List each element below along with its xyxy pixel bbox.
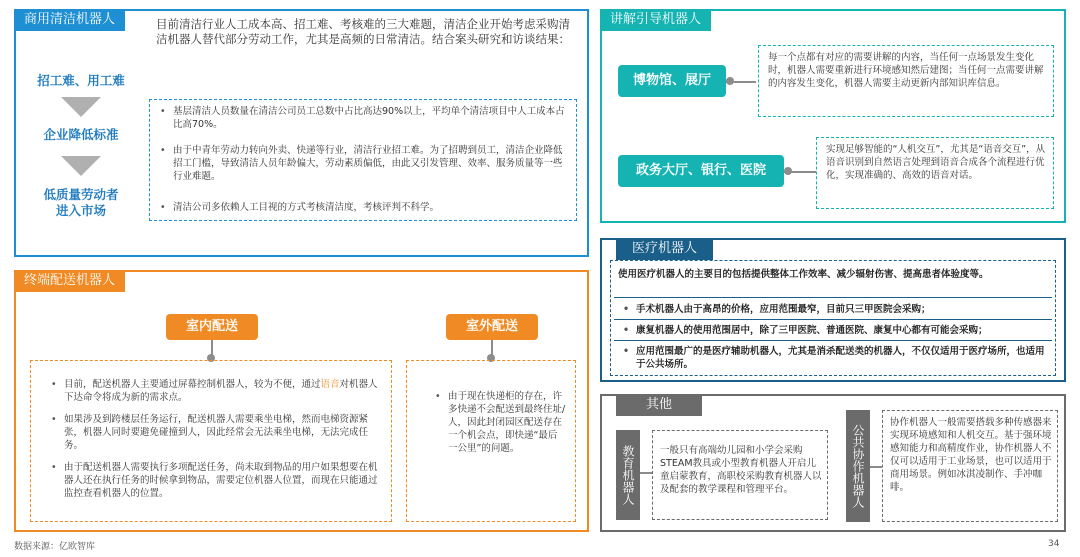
indoor-bullet: • 由于配送机器人需要执行多项配送任务，尚未取到物品的用户如果想要在机器人还在执行任务的时候拿到物品，需要定位机器人位置，而现在只能通过监控查看机器人的位置。 (64, 461, 382, 500)
connector-line (640, 472, 652, 474)
divider (614, 297, 1052, 298)
cobot-label: 公共协作机器人 (846, 410, 870, 522)
other-title: 其他 (616, 394, 702, 416)
guide-robot-title: 讲解引导机器人 (600, 9, 711, 31)
outdoor-delivery-label: 室外配送 (446, 314, 538, 340)
cleaning-bullet: • 基层清洁人员数量在清洁公司员工总数中占比高达90%以上，平均单个清洁项目中人工成本占比高70%。 (173, 105, 567, 131)
cleaning-intro: 目前清洁行业人工成本高、招工难、考核难的三大难题，清洁企业开始考虑采购清洁机器人替代部分劳动工作，尤其是高频的日常清洁。结合案头研究和访谈结果： (156, 17, 570, 46)
guide-text-1: 每一个点都有对应的需要讲解的内容，当任何一点场景发生变化时，机器人需要重新进行环境感知然后建图；当任何一点需要讲解的内容发生变化，机器人需要主动更新内部知识库信息。 (768, 52, 1044, 89)
indoor-bullet: • 如果涉及到跨楼层任务运行，配送机器人需要乘坐电梯，然而电梯资源紧张，机器人同时要避免碰撞到人，因此经常会无法乘坐电梯，无法完成任务。 (64, 413, 382, 452)
arrow-down-icon (61, 156, 101, 176)
delivery-robot-panel (14, 270, 589, 532)
medical-bullet: • 手术机器人由于高昂的价格，应用范围最窄，目前只三甲医院会采购； (636, 303, 1050, 316)
page-number: 34 (1048, 539, 1060, 549)
medical-robot-panel (600, 238, 1066, 382)
flow-step-3: 低质量劳动者进入市场 (43, 187, 119, 218)
guide-scene-museum: 博物馆、展厅 (618, 65, 726, 97)
cleaning-robot-title: 商用清洁机器人 (14, 9, 125, 31)
flow-step-1: 招工难、用工难 (37, 73, 125, 88)
education-text: 一般只有高端幼儿园和小学会采购STEAM教具或小型教育机器人开启儿童启蒙教育，高职校采购教育机器人以及配套的教学课程和管理平台。 (660, 445, 822, 495)
indoor-bullet: • 目前，配送机器人主要通过屏幕控制机器人，较为不便，通过语音对机器人下达命令将成为新的需求点。 (64, 378, 382, 404)
cobot-text: 协作机器人一般需要搭载多种传感器来实现环境感知和人机交互。基于强环境感知能力和高精度作业，协作机器人不仅可以适用于工业场景，也可以适用于商用场景。例如冰淇凌制作、手冲咖啡。 (890, 417, 1052, 493)
connector-dot (726, 77, 734, 85)
medical-intro: 使用医疗机器人的主要目的包括提供整体工作效率、减少辐射伤害、提高患者体验度等。 (618, 269, 989, 280)
guide-text-2: 实现足够智能的“人机交互”，尤其是“语音交互”，从语音识别到自然语言处理到语音合成各个流程进行优化，实现准确的、高效的语音对话。 (826, 144, 1046, 181)
delivery-robot-title: 终端配送机器人 (14, 270, 125, 292)
other-robot-panel (600, 394, 1066, 532)
divider (614, 340, 1052, 341)
guide-robot-panel (600, 9, 1066, 223)
divider (614, 319, 1052, 320)
guide-scene-hall: 政务大厅、银行、医院 (618, 155, 784, 187)
medical-bullet: • 康复机器人的使用范围居中，除了三甲医院、普通医院、康复中心都有可能会采购； (636, 324, 1050, 337)
medical-robot-title: 医疗机器人 (616, 238, 713, 260)
connector-line (870, 466, 882, 468)
cleaning-bullet: • 由于中青年劳动力转向外卖、快递等行业，清洁行业招工难。为了招聘到员工，清洁企业降低招工门槛，导致清洁人员年龄偏大，劳动素质偏低，由此又引发管理、效率、服务质量等一些行业难题。 (173, 144, 567, 183)
arrow-down-icon (61, 97, 101, 117)
flow-step-2: 企业降低标准 (43, 127, 119, 142)
education-robot-label: 教育机器人 (616, 430, 640, 520)
connector-dot (784, 167, 792, 175)
cleaning-bullet: • 清洁公司多依赖人工目视的方式考核清洁度，考核评判不科学。 (173, 201, 567, 214)
outdoor-bullet: • 由于现在快递柜的存在，许多快递不会配送到最终住址/人，因此封闭园区配送存在一个机会点，即快递“最后一公里”的问题。 (448, 390, 566, 455)
cleaning-robot-panel (14, 9, 589, 257)
footer-source: 数据来源：亿欧智库 (14, 542, 96, 552)
indoor-delivery-label: 室内配送 (166, 314, 258, 340)
medical-bullet: • 应用范围最广的是医疗辅助机器人，尤其是消杀配送类的机器人，不仅仅适用于医疗场所，也适用于公共场所。 (636, 345, 1050, 371)
